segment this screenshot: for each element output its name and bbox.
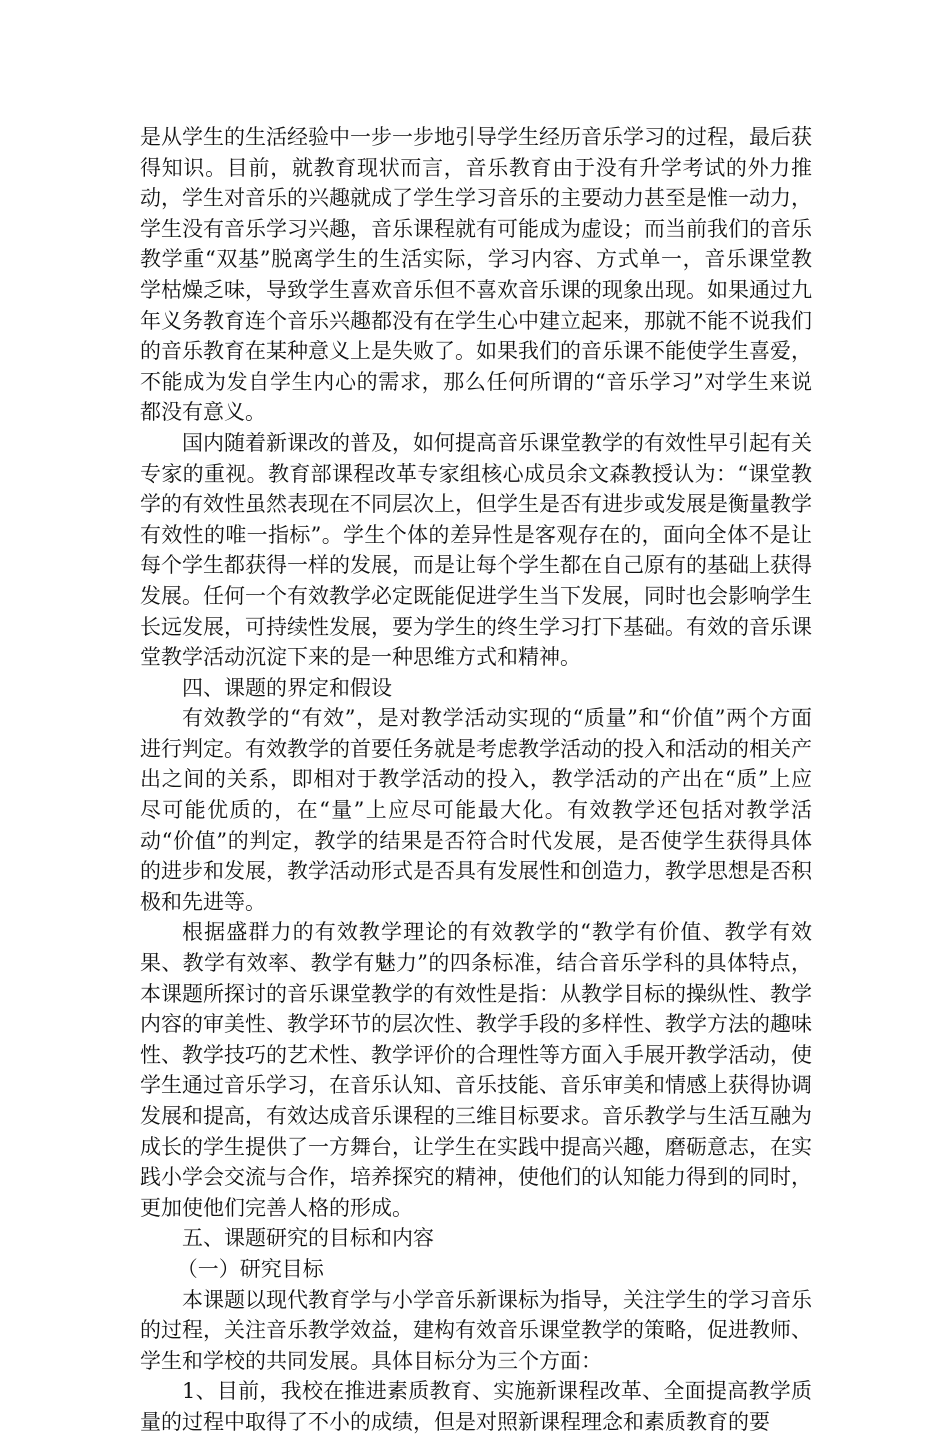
paragraph-new-curriculum: 国内随着新课改的普及，如何提高音乐课堂教学的有效性早引起有关专家的重视。教育部课程改革专家组核心成员余文森教授认为：“课堂教学的有效性虽然表现在不同层次上，但学生是否有进步或发展是衡量教学有效性的唯一指标”。学生个体的差异性是客观存在的，面向全体不是让每个学生都获得一样的发展，而是让每个学生都在自己原有的基础上获得发展。任何一个有效教学必定既能促进学生当下发展，同时也会影响学生长远发展，可持续性发展，要为学生的终生学习打下基础。有效的音乐课堂教学活动沉淀下来的是一种思维方式和精神。 xyxy=(140,430,812,670)
document-body xyxy=(140,122,812,1438)
paragraph-standards: 根据盛群力的有效教学理论的有效教学的“教学有价值、教学有效果、教学有效率、教学有魅力”的四条标准，结合音乐学科的具体特点，本课题所探讨的音乐课堂教学的有效性是指：从教学目标的操纵性、教学内容的审美性、教学环节的层次性、教学手段的多样性、教学方法的趣味性、教学技巧的艺术性、教学评价的合理性等方面入手展开教学活动，使学生通过音乐学习，在音乐认知、音乐技能、音乐审美和情感上获得协调发展和提高，有效达成音乐课程的三维目标要求。音乐教学与生活互融为成长的学生提供了一方舞台，让学生在实践中提高兴趣，磨砺意志，在实践小学会交流与合作，培养探究的精神，使他们的认知能力得到的同时，更加使他们完善人格的形成。 xyxy=(140,920,812,1220)
section-heading-definition: 四、课题的界定和假设 xyxy=(182,675,392,700)
paragraph-continuation: 是从学生的生活经验中一步一步地引导学生经历音乐学习的过程，最后获得知识。目前，就教育现状而言，音乐教育由于没有升学考试的外力推动，学生对音乐的兴趣就成了学生学习音乐的主要动力甚至是惟一动力，学生没有音乐学习兴趣，音乐课程就有可能成为虚设；而当前我们的音乐教学重“双基”脱离学生的生活实际，学习内容、方式单一，音乐课堂教学枯燥乏味，导致学生喜欢音乐但不喜欢音乐课的现象出现。如果通过九年义务教育连个音乐兴趣都没有在学生心中建立起来，那就不能不说我们的音乐教育在某种意义上是失败了。如果我们的音乐课不能使学生喜爱，不能成为发自学生内心的需求，那么任何所谓的“音乐学习”对学生来说都没有意义。 xyxy=(140,125,812,425)
subsection-heading-research-goals: （一）研究目标 xyxy=(176,1256,324,1281)
paragraph-research-goals: 本课题以现代教育学与小学音乐新课标为指导，关注学生的学习音乐的过程，关注音乐教学效益，建构有效音乐课堂教学的策略，促进教师、学生和学校的共同发展。具体目标分为三个方面： xyxy=(140,1287,812,1373)
section-heading-goals: 五、课题研究的目标和内容 xyxy=(182,1226,434,1251)
paragraph-goal-one: 1、目前，我校在推进素质教育、实施新课程改革、全面提高教学质量的过程中取得了不小的成绩，但是对照新课程理念和素质教育的要 xyxy=(140,1379,812,1434)
paragraph-effective-teaching: 有效教学的“有效”，是对教学活动实现的“质量”和“价值”两个方面进行判定。有效教学的首要任务就是考虑教学活动的投入和活动的相关产出之间的关系，即相对于教学活动的投入，教学活动的产出在“质”上应尽可能优质的，在“量”上应尽可能最大化。有效教学还包括对教学活动“价值”的判定，教学的结果是否符合时代发展，是否使学生获得具体的进步和发展，教学活动形式是否具有发展性和创造力，教学思想是否积极和先进等。 xyxy=(140,706,812,914)
